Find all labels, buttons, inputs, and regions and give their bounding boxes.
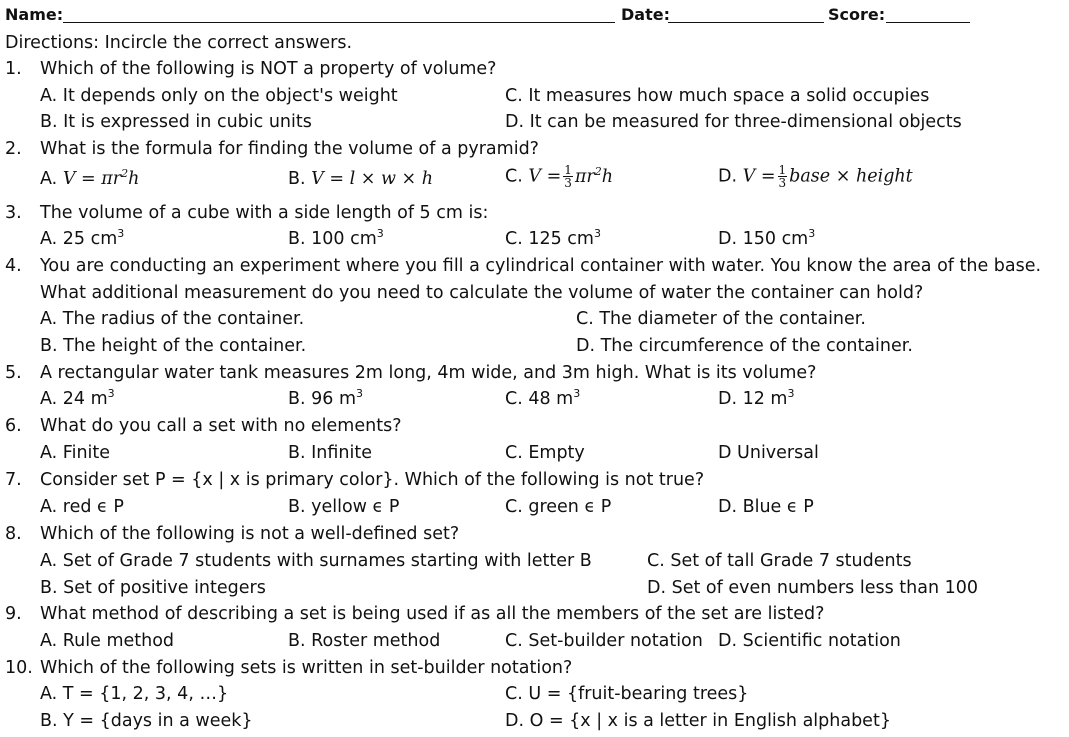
choice-9b[interactable]: B. Roster method bbox=[288, 631, 441, 651]
question-4: 4. You are conducting an experiment where you fill a cylindrical container with water. You know the area of the base. bbox=[5, 256, 1042, 276]
choice-2c[interactable]: C. V = $\frac{1}{3}$ $\pi r^2h$ bbox=[505, 163, 614, 190]
choice-3a[interactable]: A. 25 $cm^3$ bbox=[40, 227, 125, 249]
date-label: Date: bbox=[621, 5, 670, 24]
choice-2a[interactable]: A. $V = \pi r^2h$ bbox=[40, 167, 140, 189]
choice-4d[interactable]: D. The circumference of the container. bbox=[576, 336, 913, 356]
choice-5b[interactable]: B. 96 $m^3$ bbox=[288, 387, 364, 409]
score-label: Score: bbox=[828, 5, 886, 24]
directions: Directions: Incircle the correct answers. bbox=[5, 33, 353, 53]
choice-1d[interactable]: D. It can be measured for three-dimensional objects bbox=[505, 112, 962, 132]
choice-5a[interactable]: A. 24 $m^3$ bbox=[40, 387, 115, 409]
choice-2b[interactable]: B. V = l × w × h bbox=[288, 169, 434, 189]
question-6: 6. What do you call a set with no elements? bbox=[5, 416, 402, 436]
choice-6c[interactable]: C. Empty bbox=[505, 443, 585, 463]
choice-9c[interactable]: C. Set-builder notation bbox=[505, 631, 703, 651]
name-label: Name: bbox=[5, 5, 64, 24]
choice-1a[interactable]: A. It depends only on the object's weight bbox=[40, 86, 398, 106]
choice-10d[interactable]: D. O = {x | x is a letter in English alphabet} bbox=[505, 711, 891, 731]
choice-6b[interactable]: B. Infinite bbox=[288, 443, 372, 463]
choice-9a[interactable]: A. Rule method bbox=[40, 631, 175, 651]
choice-4c[interactable]: C. The diameter of the container. bbox=[576, 309, 866, 329]
question-3: 3. The volume of a cube with a side length of 5 cm is: bbox=[5, 203, 489, 223]
choice-3c[interactable]: C. 125 $cm^3$ bbox=[505, 227, 601, 249]
choice-8c[interactable]: C. Set of tall Grade 7 students bbox=[647, 551, 912, 571]
choice-3d[interactable]: D. 150 $cm^3$ bbox=[718, 227, 816, 249]
choice-7b[interactable]: B. yellow ϵ P bbox=[288, 497, 400, 517]
question-2: 2. What is the formula for finding the volume of a pyramid? bbox=[5, 139, 539, 159]
question-1: 1. Which of the following is NOT a property of volume? bbox=[5, 59, 497, 79]
choice-1b[interactable]: B. It is expressed in cubic units bbox=[40, 112, 312, 132]
question-4-line-2: What additional measurement do you need to calculate the volume of water the container can hold? bbox=[40, 283, 924, 303]
name-blank[interactable] bbox=[63, 22, 615, 23]
choice-7a[interactable]: A. red ϵ P bbox=[40, 497, 124, 517]
choice-6a[interactable]: A. Finite bbox=[40, 443, 111, 463]
question-10: 10. Which of the following sets is written in set-builder notation? bbox=[5, 658, 573, 678]
choice-5d[interactable]: D. 12 $m^3$ bbox=[718, 387, 795, 409]
choice-1c[interactable]: C. It measures how much space a solid occupies bbox=[505, 86, 930, 106]
choice-10a[interactable]: A. T = {1, 2, 3, 4, …} bbox=[40, 684, 229, 704]
choice-7c[interactable]: C. green ϵ P bbox=[505, 497, 612, 517]
choice-7d[interactable]: D. Blue ϵ P bbox=[718, 497, 814, 517]
score-blank[interactable] bbox=[886, 22, 970, 23]
choice-6d[interactable]: D Universal bbox=[718, 443, 819, 463]
choice-5c[interactable]: C. 48 $m^3$ bbox=[505, 387, 581, 409]
choice-8d[interactable]: D. Set of even numbers less than 100 bbox=[647, 578, 979, 598]
choice-9d[interactable]: D. Scientific notation bbox=[718, 631, 901, 651]
date-blank[interactable] bbox=[668, 22, 824, 23]
choice-10b[interactable]: B. Y = {days in a week} bbox=[40, 711, 253, 731]
choice-3b[interactable]: B. 100 $cm^3$ bbox=[288, 227, 384, 249]
question-9: 9. What method of describing a set is being used if as all the members of the set are listed? bbox=[5, 604, 825, 624]
question-5: 5. A rectangular water tank measures 2m long, 4m wide, and 3m high. What is its volume? bbox=[5, 363, 817, 383]
choice-4b[interactable]: B. The height of the container. bbox=[40, 336, 307, 356]
choice-8b[interactable]: B. Set of positive integers bbox=[40, 578, 266, 598]
choice-8a[interactable]: A. Set of Grade 7 students with surnames starting with letter B bbox=[40, 551, 592, 571]
question-8: 8. Which of the following is not a well-defined set? bbox=[5, 524, 460, 544]
question-7: 7. Consider set P = {x | x is primary color}. Which of the following is not true? bbox=[5, 470, 705, 490]
choice-2d[interactable]: D. V = $\frac{1}{3}$ base × height bbox=[718, 163, 913, 190]
choice-4a[interactable]: A. The radius of the container. bbox=[40, 309, 305, 329]
choice-10c[interactable]: C. U = {fruit-bearing trees} bbox=[505, 684, 749, 704]
